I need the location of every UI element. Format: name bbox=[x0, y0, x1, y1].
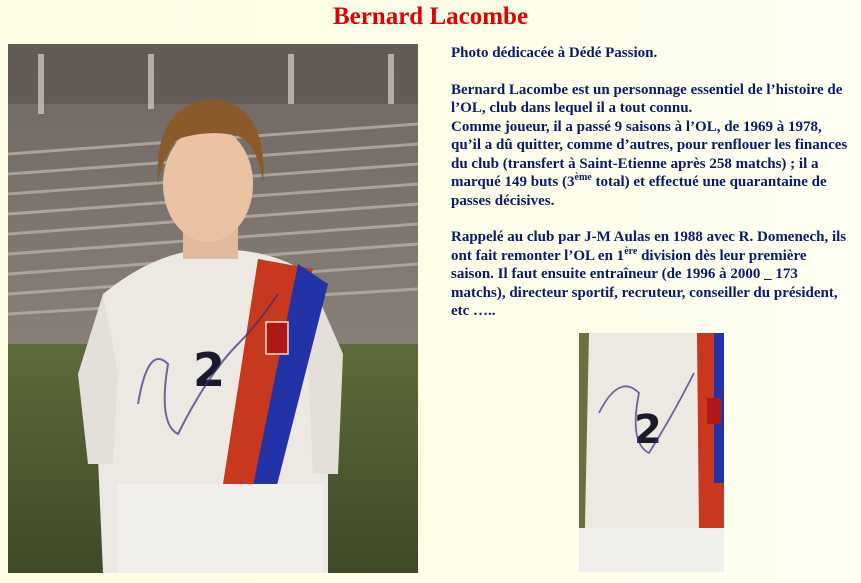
shirt-number: 2 bbox=[193, 343, 226, 397]
career-paragraph bbox=[451, 81, 849, 211]
signed-player-photo bbox=[8, 44, 418, 573]
return-text-end: division dès leur première saison. Il faut ensuite entraîneur (de 1996 à 2000 _ 173 matchs), directeur sportif, recruteur, conseiller du président, etc ….. bbox=[451, 247, 838, 319]
signed-shirt-closeup bbox=[579, 333, 724, 572]
return-paragraph bbox=[451, 228, 849, 321]
ordinal-superscript: ème bbox=[574, 172, 592, 183]
ordinal-superscript: ère bbox=[624, 245, 638, 257]
player-career-text: Comme joueur, il a passé 9 saisons à l’OL, de 1969 à 1978, qu’il a dû quitter, comme d’autres, pour renflouer les finances du club (transfert à Saint-Etienne après 258 matchs) ; il a marqué 149 buts (3 bbox=[451, 118, 848, 190]
page-title: Bernard Lacombe bbox=[332, 3, 529, 30]
article-text bbox=[451, 44, 849, 339]
closeup-shirt-number: 2 bbox=[634, 407, 662, 453]
return-text: Rappelé au club par J-M Aulas en 1988 avec R. Domenech, ils ont fait remonter l’OL en 1 bbox=[451, 229, 847, 264]
dedication-line: Photo dédicacée à Dédé Passion. bbox=[451, 45, 658, 61]
player-career-text-end: total) et effectué une quarantaine de passes décisives. bbox=[451, 174, 827, 209]
intro-text: Bernard Lacombe est un personnage essentiel de l’histoire de l’OL, club dans lequel il a tout connu. bbox=[451, 81, 843, 116]
